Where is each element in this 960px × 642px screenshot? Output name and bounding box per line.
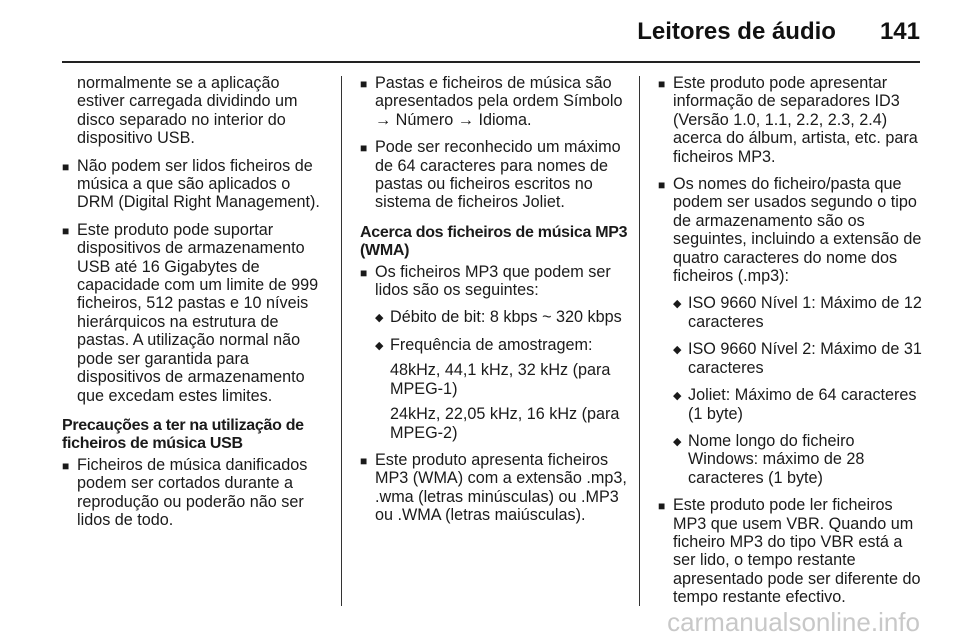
bullet-icon: ■	[360, 453, 368, 468]
column-2	[360, 74, 630, 534]
bullet-icon: ■	[658, 178, 666, 193]
list-item	[360, 263, 630, 300]
list-item	[360, 451, 630, 525]
section-heading: Acerca dos ficheiros de música MP3 (WMA)	[360, 223, 628, 260]
bullet-icon: ■	[658, 77, 666, 91]
sub-paragraph: 24kHz, 22,05 kHz, 16 kHz (para MPEG-2)	[390, 405, 620, 442]
list-item-text: Pastas e ficheiros de música são apresentados pela ordem Símbolo → Número → Idioma.	[375, 74, 623, 129]
sub-list-item-text: Frequência de amostragem:	[390, 335, 593, 354]
bullet-icon: ■	[360, 141, 368, 156]
header-rule	[62, 61, 920, 63]
sub-list-item	[658, 294, 926, 331]
section-heading: Precauções a ter na utilização de ficheiros de música USB	[62, 416, 304, 453]
list-item-text: Este produto pode suportar dispositivos de armazenamento USB até 16 Gigabytes de capacidade com um limite de 999 ficheiros, 512 pastas e 10 níveis hierárquicos na estrutura de pastas. A utilização normal não pode ser garantida para dispositivos de armazenamento que excedam estes limites.	[77, 220, 319, 405]
list-item-text: Os ficheiros MP3 que podem ser lidos são os seguintes:	[375, 262, 611, 300]
bullet-icon: ■	[360, 77, 368, 91]
list-item-text: Este produto pode apresentar informação de separadores ID3 (Versão 1.0, 1.1, 2.2, 2.3, 2.4) acerca do álbum, artista, etc. para ficheiros MP3.	[673, 74, 918, 166]
list-item	[360, 74, 630, 129]
sub-list-item	[658, 432, 926, 487]
sub-list-item-text: ISO 9660 Nível 1: Máximo de 12 caracteres	[688, 294, 922, 331]
page-number: 141	[879, 18, 920, 45]
diamond-icon: ◆	[375, 339, 384, 352]
diamond-icon: ◆	[673, 344, 682, 357]
list-item	[62, 157, 330, 212]
page-title: Leitores de áudio	[637, 18, 836, 45]
list-item	[658, 496, 926, 606]
diamond-icon: ◆	[375, 312, 384, 325]
sub-list-item	[360, 336, 630, 354]
list-item-text: Não podem ser lidos ficheiros de música a que são aplicados o DRM (Digital Right Management).	[77, 156, 320, 212]
diamond-icon: ◆	[673, 435, 682, 448]
column-3	[658, 74, 926, 616]
sub-list-item-text: Joliet: Máximo de 64 caracteres (1 byte)	[688, 386, 917, 423]
sub-list-item	[658, 386, 926, 423]
column-1	[62, 74, 330, 538]
list-item	[62, 456, 330, 530]
column-divider-2	[639, 76, 640, 606]
page-header	[637, 18, 920, 46]
list-item	[658, 74, 926, 166]
list-item	[658, 175, 926, 285]
bullet-icon: ■	[62, 159, 70, 174]
sub-list-item-text: Nome longo do ficheiro Windows: máximo de 28 caracteres (1 byte)	[688, 431, 865, 487]
bullet-icon: ■	[360, 265, 368, 280]
sub-paragraph: 48kHz, 44,1 kHz, 32 kHz (para MPEG-1)	[390, 361, 611, 398]
sub-list-item-text: ISO 9660 Nível 2: Máximo de 31 caracteres	[688, 340, 922, 377]
list-item	[62, 221, 330, 405]
list-item	[360, 138, 630, 212]
bullet-icon: ■	[62, 223, 70, 238]
diamond-icon: ◆	[673, 298, 682, 311]
sub-list-item	[360, 308, 630, 326]
bullet-icon: ■	[658, 499, 666, 514]
list-item-text: Este produto apresenta ficheiros MP3 (WMA) com a extensão .mp3, .wma (letras minúsculas) ou .MP3 ou .WMA (letras maiúsculas).	[375, 450, 627, 525]
column-divider-1	[341, 76, 342, 606]
sub-list-item-text: Débito de bit: 8 kbps ~ 320 kbps	[390, 308, 622, 327]
list-item-text: Ficheiros de música danificados podem ser cortados durante a reprodução ou poderão não ser lidos de todo.	[77, 455, 308, 529]
diamond-icon: ◆	[673, 390, 682, 403]
sub-list-item	[658, 340, 926, 377]
list-item-text: Os nomes do ficheiro/pasta que podem ser usados segundo o tipo de armazenamento são os seguintes, incluindo a extensão de quatro caracteres do nome dos ficheiros (.mp3):	[673, 175, 922, 286]
continued-paragraph: normalmente se a aplicação estiver carregada dividindo um disco separado no interior do dispositivo USB.	[77, 74, 298, 148]
bullet-icon: ■	[62, 458, 70, 473]
list-item-text: Este produto pode ler ficheiros MP3 que usem VBR. Quando um ficheiro MP3 do tipo VBR está a ser lido, o tempo restante apresentado pode ser diferente do tempo restante efectivo.	[673, 496, 921, 607]
list-item-text: Pode ser reconhecido um máximo de 64 caracteres para nomes de pastas ou ficheiros escritos no sistema de ficheiros Joliet.	[375, 138, 621, 212]
watermark: carmanualsonline.info	[667, 607, 920, 637]
